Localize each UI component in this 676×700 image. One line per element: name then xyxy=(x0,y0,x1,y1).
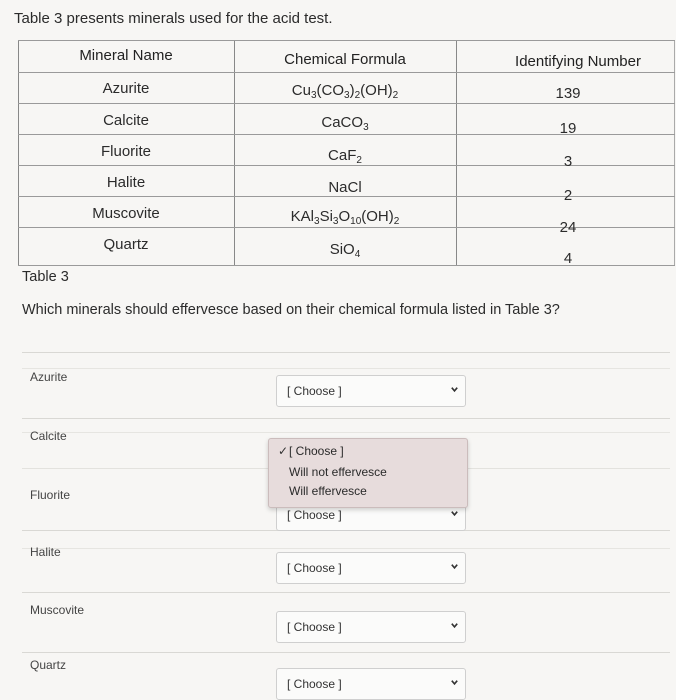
dropdown-option-will-effervesce[interactable]: Will effervesce xyxy=(289,484,367,498)
answer-label-halite: Halite xyxy=(30,545,61,559)
chevron-down-icon xyxy=(450,621,459,630)
cell-formula-calcite: CaCO$_3$ xyxy=(321,114,369,133)
select-fluorite-value: [ Choose ] xyxy=(287,508,342,522)
cell-name-muscovite: Muscovite xyxy=(92,205,160,222)
select-halite-value: [ Choose ] xyxy=(287,561,342,575)
minerals-table xyxy=(18,40,675,266)
cell-name-calcite: Calcite xyxy=(103,112,149,129)
select-quartz-value: [ Choose ] xyxy=(287,677,342,691)
cell-formula-muscovite: $KAl_3Si_3O_{10}(OH)_2$ xyxy=(290,208,400,227)
header-identifying-number: Identifying Number xyxy=(515,53,641,70)
answer-label-azurite: Azurite xyxy=(30,370,68,384)
question-text: Which minerals should effervesce based on their chemical formula listed in Table 3? xyxy=(22,302,560,318)
chevron-down-icon xyxy=(450,562,459,571)
cell-number-halite: 2 xyxy=(563,187,573,204)
cell-name-quartz: Quartz xyxy=(103,236,149,253)
cell-number-azurite: 139 xyxy=(555,85,581,102)
cell-formula-fluorite: CaF$_2$ xyxy=(328,147,362,166)
cell-number-calcite: 19 xyxy=(559,120,577,137)
chevron-down-icon xyxy=(450,385,459,394)
dropdown-option-will-not-effervesce[interactable]: Will not effervesce xyxy=(289,465,387,479)
answer-label-fluorite: Fluorite xyxy=(30,488,71,502)
select-halite[interactable] xyxy=(276,552,466,584)
calcite-dropdown-menu[interactable] xyxy=(268,438,468,508)
cell-name-azurite: Azurite xyxy=(102,80,150,97)
select-muscovite[interactable] xyxy=(276,611,466,643)
select-quartz[interactable] xyxy=(276,668,466,700)
dropdown-option-choose[interactable]: [ Choose ] xyxy=(289,444,344,458)
table-caption: Table 3 xyxy=(22,269,69,285)
cell-formula-azurite: $Cu_3(CO_3)_2(OH)_2$ xyxy=(291,82,399,101)
cell-number-muscovite: 24 xyxy=(559,219,577,236)
select-azurite[interactable] xyxy=(276,375,466,407)
checkmark-icon: ✓ xyxy=(278,444,289,458)
cell-name-fluorite: Fluorite xyxy=(100,143,152,160)
header-mineral-name: Mineral Name xyxy=(79,47,173,64)
chevron-down-icon xyxy=(450,509,459,518)
cell-formula-halite: NaCl xyxy=(328,179,362,196)
chevron-down-icon xyxy=(450,678,459,687)
answer-label-muscovite: Muscovite xyxy=(30,603,85,617)
answer-label-calcite: Calcite xyxy=(30,429,67,443)
cell-name-halite: Halite xyxy=(106,174,146,191)
cell-number-quartz: 4 xyxy=(563,250,573,267)
cell-formula-quartz: SiO$_4$ xyxy=(329,241,361,260)
intro-text: Table 3 presents minerals used for the acid test. xyxy=(14,10,333,27)
header-chemical-formula: Chemical Formula xyxy=(284,51,406,68)
cell-number-fluorite: 3 xyxy=(563,153,573,170)
select-muscovite-value: [ Choose ] xyxy=(287,620,342,634)
select-azurite-value: [ Choose ] xyxy=(287,384,342,398)
answer-label-quartz: Quartz xyxy=(30,658,67,672)
